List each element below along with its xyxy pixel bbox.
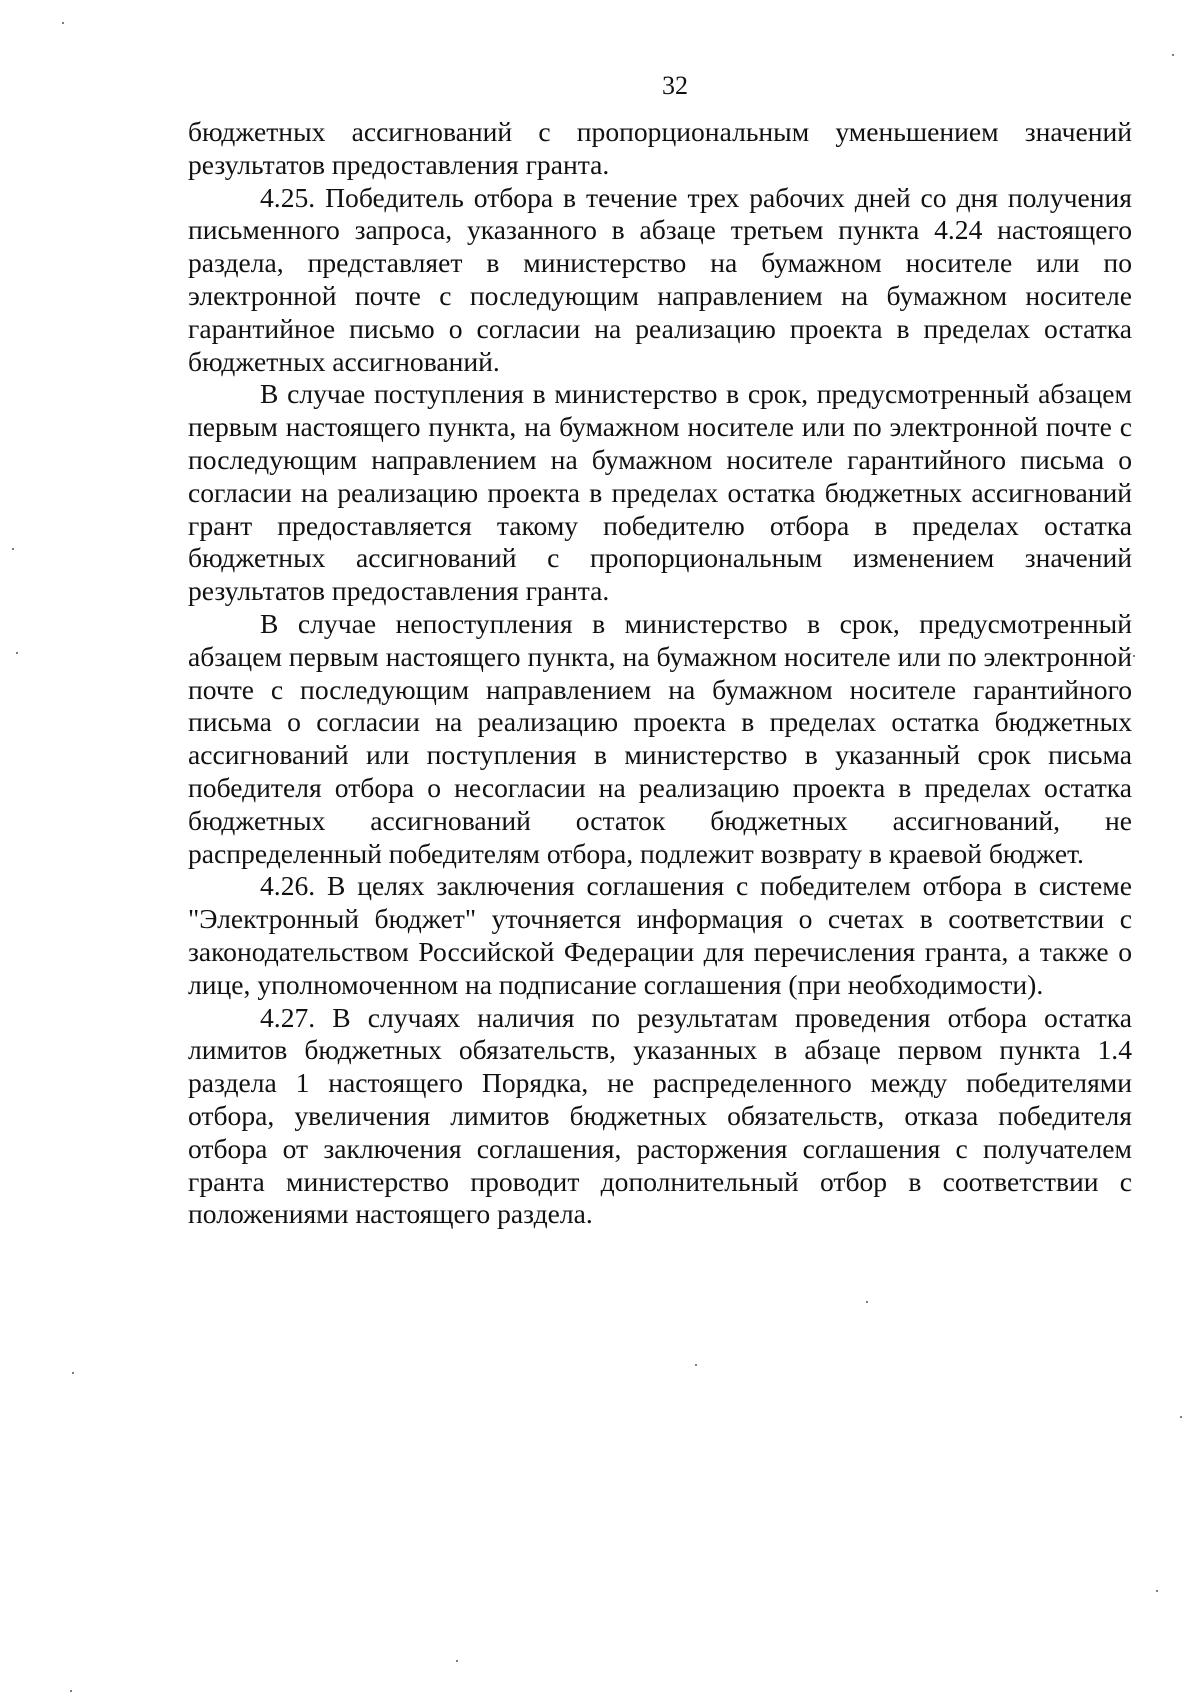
paragraph-4-26: 4.26. В целях заключения соглашения с победителем отбора в системе "Электронный бюджет" уточняется информация о счетах в соответствии с законодательством Российской Федерации для перечисления гранта, а также о лице, уполномоченном на подписание соглашения (при необходимости).: [188, 870, 1132, 1000]
paragraph-continuation: бюджетных ассигнований с пропорциональным уменьшением значений результатов предоставления гранта.: [188, 116, 1132, 180]
paragraph-receipt-case: В случае поступления в министерство в срок, предусмотренный абзацем первым настоящего пункта, на бумажном носителе или по электронной почте с последующим направлением на бумажном носителе гарантийного письма о согласии на реализацию проекта в пределах остатка бюджетных ассигнований грант предоставляется такому победителю отбора в пределах остатка бюджетных ассигнований с пропорциональным изменением значений результатов предоставления гранта.: [188, 378, 1132, 607]
scan-speck: [62, 22, 64, 24]
scan-speck: [866, 1301, 868, 1303]
scan-speck: [1172, 54, 1174, 56]
scan-speck: [456, 1660, 458, 1662]
page-number: 32: [662, 71, 688, 100]
document-body: [188, 116, 1132, 1231]
scan-speck: [72, 1372, 74, 1374]
scan-speck: [1156, 1590, 1158, 1592]
scan-speck: [1180, 1416, 1182, 1418]
paragraph-4-25: 4.25. Победитель отбора в течение трех рабочих дней со дня получения письменного запроса, указанного в абзаце третьем пункта 4.24 настоящего раздела, представляет в министерство на бумажном носителе или по электронной почте с последующим направлением на бумажном носителе гарантийное письмо о согласии на реализацию проекта в пределах остатка бюджетных ассигнований.: [188, 181, 1132, 377]
paragraph-4-27: 4.27. В случаях наличия по результатам проведения отбора остатка лимитов бюджетных обязательств, указанных в абзаце первом пункта 1.4 раздела 1 настоящего Порядка, не распределенного между победителями отбора, увеличения лимитов бюджетных обязательств, отказа победителя отбора от заключения соглашения, расторжения соглашения с получателем гранта министерство проводит дополнительный отбор в соответствии с положениями настоящего раздела.: [188, 1001, 1132, 1230]
scan-speck: [70, 1690, 72, 1692]
scan-speck: [695, 1364, 697, 1366]
scan-speck: [16, 652, 18, 654]
scan-speck: [12, 548, 14, 550]
paragraph-non-receipt-case: В случае непоступления в министерство в срок, предусмотренный абзацем первым настоящего пункта, на бумажном носителе или по электронной почте с последующим направлением на бумажном носителе гарантийного письма о согласии на реализацию проекта в пределах остатка бюджетных ассигнований или поступления в министерство в указанный срок письма победителя отбора о несогласии на реализацию проекта в пределах остатка бюджетных ассигнований остаток бюджетных ассигнований, не распределенный победителям отбора, подлежит возврату в краевой бюджет.: [188, 607, 1132, 869]
scan-speck: [1133, 655, 1135, 657]
